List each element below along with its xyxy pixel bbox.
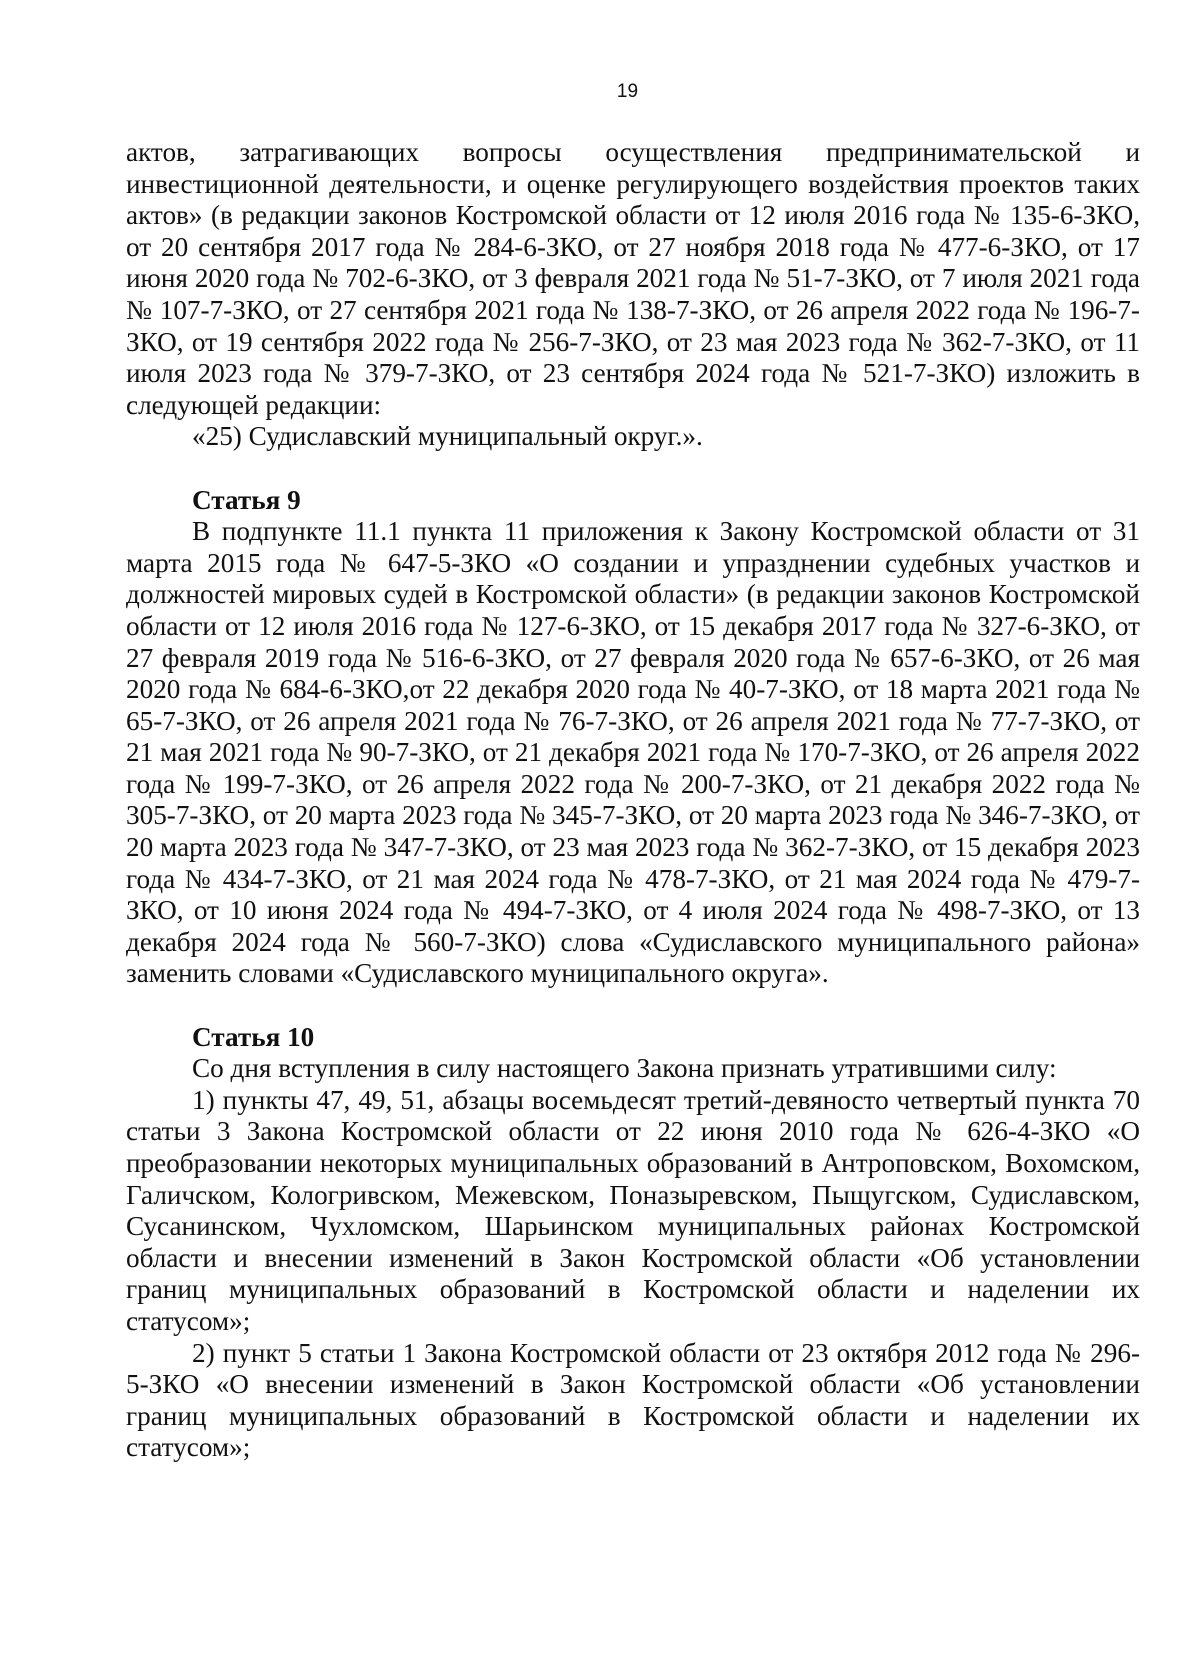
paragraph: 1) пункты 47, 49, 51, абзацы восемьдесят третий-девяносто четвертый пункта 70 статьи 3 Закона Костромской области от 22 июня 2010 года № 626-4-ЗКО «О преобразовании некоторых муниципальных образований в Антроповском, Вохомском, Галичском, Кологривском, Межевском, Поназыревском, Пыщугском, Судиславском, Сусанинском, Чухломском, Шарьинском муниципальных районах Костромской области и внесении изменений в Закон Костромской области «Об установлении границ муниципальных образований в Костромской области и наделении их статусом»; (126, 1084, 1140, 1336)
paragraph: «25) Судиславский муниципальный округ.». (192, 421, 703, 452)
page-number: 19 (616, 81, 639, 102)
paragraph: Со дня вступления в силу настоящего Закона признать утратившими силу: (192, 1053, 1057, 1084)
paragraph: актов, затрагивающих вопросы осуществления предпринимательской и инвестиционной деятельности, и оценке регулирующего воздействия проектов таких актов» (в редакции законов Костромской области от 12 июля 2016 года № 135-6-ЗКО, от 20 сентября 2017 года № 284-6-ЗКО, от 27 ноября 2018 года № 477-6-ЗКО, от 17 июня 2020 года № 702-6-ЗКО, от 3 февраля 2021 года № 51-7-ЗКО, от 7 июля 2021 года № 107-7-ЗКО, от 27 сентября 2021 года № 138-7-ЗКО, от 26 апреля 2022 года № 196-7-ЗКО, от 19 сентября 2022 года № 256-7-ЗКО, от 23 мая 2023 года № 362-7-ЗКО, от 11 июля 2023 года № 379-7-ЗКО, от 23 сентября 2024 года № 521-7-ЗКО) изложить в следующей редакции: (126, 137, 1140, 420)
document-body (126, 137, 1140, 1464)
section-gap (126, 453, 1140, 485)
paragraph: В подпункте 11.1 пункта 11 приложения к Закону Костромской области от 31 марта 2015 года № 647-5-ЗКО «О создании и упразднении судебных участков и должностей мировых судей в Костромской области» (в редакции законов Костромской области от 12 июля 2016 года № 127-6-ЗКО, от 15 декабря 2017 года № 327-6-ЗКО, от 27 февраля 2019 года № 516-6-ЗКО, от 27 февраля 2020 года № 657-6-ЗКО, от 26 мая 2020 года № 684-6-ЗКО,от 22 декабря 2020 года № 40-7-ЗКО, от 18 марта 2021 года № 65-7-ЗКО, от 26 апреля 2021 года № 76-7-ЗКО, от 26 апреля 2021 года № 77-7-ЗКО, от 21 мая 2021 года № 90-7-ЗКО, от 21 декабря 2021 года № 170-7-ЗКО, от 26 апреля 2022 года № 199-7-ЗКО, от 26 апреля 2022 года № 200-7-ЗКО, от 21 декабря 2022 года № 305-7-ЗКО, от 20 марта 2023 года № 345-7-ЗКО, от 20 марта 2023 года № 346-7-ЗКО, от 20 марта 2023 года № 347-7-ЗКО, от 23 мая 2023 года № 362-7-ЗКО, от 15 декабря 2023 года № 434-7-ЗКО, от 21 мая 2024 года № 478-7-ЗКО, от 21 мая 2024 года № 479-7-ЗКО, от 10 июня 2024 года № 494-7-ЗКО, от 4 июля 2024 года № 498-7-ЗКО, от 13 декабря 2024 года № 560-7-ЗКО) слова «Судиславского муниципального района» заменить словами «Судиславского муниципального округа». (126, 516, 1140, 989)
section-gap (126, 990, 1140, 1022)
article-title: Статья 9 (192, 484, 301, 515)
paragraph: 2) пункт 5 статьи 1 Закона Костромской области от 23 октября 2012 года № 296-5-ЗКО «О внесении изменений в Закон Костромской области «Об установлении границ муниципальных образований в Костромской области и наделении их статусом»; (126, 1337, 1140, 1463)
article-title: Статья 10 (192, 1021, 315, 1052)
